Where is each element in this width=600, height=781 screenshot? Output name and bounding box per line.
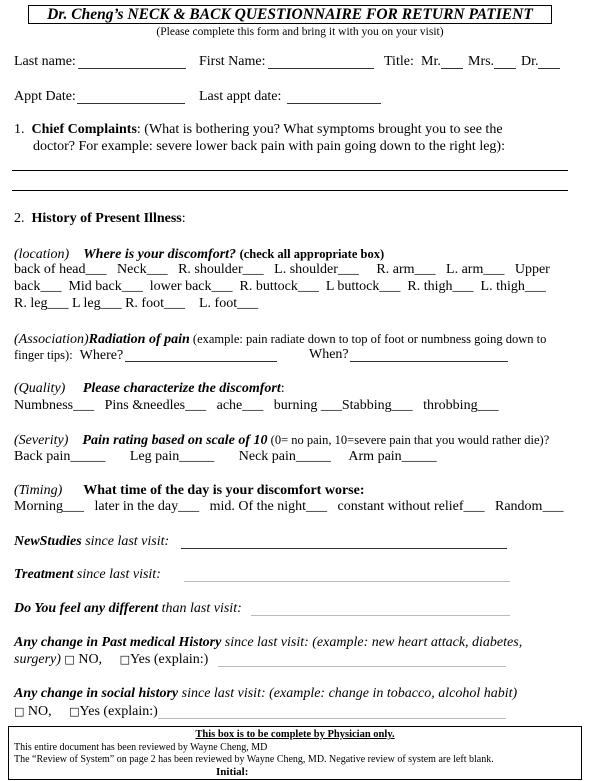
different-rest: than last visit: [158,601,242,616]
hpi-title: History of Present Illness [31,211,182,226]
form-title [28,5,552,24]
timing-tag: (Timing) [14,483,63,498]
loc-opt: back [14,279,41,294]
where-field[interactable] [125,361,277,362]
pmh-line2-text: surgery) [14,652,61,667]
when-field[interactable] [350,361,508,362]
title-mr-field[interactable] [441,68,463,69]
association-tag: (Association) [14,332,89,347]
title-dr-field[interactable] [538,68,560,69]
severity-options: Back pain_____ Leg pain_____ Neck pain_____ Arm pain_____ [14,449,437,464]
chief-text1: : (What is bothering you? What symptoms brought you to see the [136,122,503,137]
loc-opt: R. arm [376,262,415,277]
location-options-line1: back of head___ Neck___ R. shoulder___ L. shoulder___ R. arm___ L. arm___ Upper [14,262,550,277]
first-name-label: First Name: [199,54,266,69]
quality-opt: throbbing [423,398,478,413]
association-line2 [14,347,123,364]
severity-note: (0= no pain, 10=severe pain that you would rather die)? [267,433,550,447]
loc-opt: L. arm [446,262,484,277]
hpi-number: 2. [14,211,25,226]
treatment-label [14,567,161,583]
timing-opt: constant without relief [337,499,464,514]
loc-opt: R. buttock [239,279,298,294]
location-question-text: Where is your discomfort? [83,247,237,262]
new-studies-rest: since last visit: [81,534,170,549]
physician-box-heading: This box is to be complete by Physician only. [195,729,395,740]
pmh-explain-field[interactable] [218,666,506,667]
severity-question [14,432,549,449]
title-label: Title: [384,54,414,69]
pmh-question [14,635,522,651]
title-mrs-label: Mrs. [468,54,495,69]
timing-question-text: What time of the day is your discomfort worse: [83,483,365,498]
form-title-text: Dr. Cheng’s NECK & BACK QUESTIONNAIRE FOR RETURN PATIENT [47,6,533,23]
timing-opt: mid. Of the night [209,499,307,514]
social-explain-field[interactable] [158,718,506,719]
quality-options: Numbness___ Pins &needles___ ache___ burning ___Stabbing___ throbbing___ [14,398,499,413]
quality-question-text: Please characterize the discomfort [82,381,281,396]
social-yes-label: Yes (explain:) [79,704,158,719]
appt-date-field[interactable] [77,103,185,104]
location-options-line3: R. leg___ L leg___ R. foot___ L. foot___ [14,296,259,311]
loc-opt: R. leg [14,296,48,311]
chief-number: 1. [14,122,25,137]
appt-date-label: Appt Date: [14,89,76,104]
severity-opt: Arm pain [348,449,402,464]
pmh-yes-label: Yes (explain:) [129,652,209,667]
different-label [14,601,242,617]
title-mr-label: Mr. [421,54,441,69]
social-line2 [14,704,158,720]
social-yes-checkbox[interactable]: □ [69,705,80,718]
quality-colon: : [280,381,285,396]
quality-opt: ache [216,398,243,413]
quality-opt: Numbness [14,398,74,413]
association-note: (example: pain radiate down to top of foot or numbness going down to [189,332,547,346]
chief-answer-line-1[interactable] [12,170,568,171]
chief-answer-line-2[interactable] [12,190,568,191]
physician-box [8,726,582,780]
hpi-colon: : [181,211,186,226]
loc-opt: R. thigh [407,279,453,294]
chief-complaints-line1 [14,122,503,138]
social-question [14,686,517,702]
treatment-field[interactable] [184,581,510,582]
quality-tag: (Quality) [14,381,66,396]
chief-complaints-line2: doctor? For example: severe lower back pain with pain going down to the right leg): [33,139,505,154]
social-no-label: NO, [27,704,52,719]
quality-question [14,381,285,397]
last-appt-date-field[interactable] [287,103,381,104]
loc-opt: R. foot [125,296,164,311]
timing-opt: Random [494,499,543,514]
physician-box-line1: This entire document has been reviewed by Wayne Cheng, MD [14,742,268,753]
form-subtitle: (Please complete this form and bring it with you on your visit) [156,26,444,38]
pmh-bold: Any change in Past medical History [14,635,222,650]
severity-opt: Back pain [14,449,71,464]
pmh-no-label: NO, [78,652,103,667]
quality-opt: Pins &needles [104,398,186,413]
new-studies-bold: NewStudies [14,534,82,549]
timing-opt: Morning [14,499,63,514]
chief-heading: Chief Complaints [31,122,137,137]
treatment-rest: since last visit: [73,567,161,582]
last-appt-date-label: Last appt date: [199,89,282,104]
title-mrs-field[interactable] [494,68,516,69]
title-dr-label: Dr. [521,54,539,69]
physician-initial-label: Initial: [216,766,249,778]
association-question [14,331,546,348]
new-studies-label [14,534,169,550]
different-bold: Do You feel any different [14,601,159,616]
hpi-heading [14,211,186,227]
severity-opt: Neck pain [238,449,296,464]
different-field[interactable] [251,615,510,616]
location-question [14,246,384,263]
timing-options: Morning___ later in the day___ mid. Of the night___ constant without relief___ Random___ [14,499,564,514]
loc-opt: L buttock [325,279,380,294]
social-bold: Any change in social history [14,686,179,701]
loc-blank: ___ [85,262,118,277]
loc-opt: L. foot [198,296,238,311]
pmh-yes-checkbox[interactable]: □ [119,653,130,666]
pmh-no-checkbox[interactable]: □ [64,653,75,666]
new-studies-field[interactable] [181,548,507,549]
timing-opt: later in the day [94,499,179,514]
when-label: When? [309,347,349,362]
where-label: Where? [79,348,124,363]
physician-box-line2: The “Review of System” on page 2 has been reviewed by Wayne Cheng, MD. Negative review of system are left blank. [14,754,494,765]
first-name-field[interactable] [268,68,374,69]
association-line2-pre: finger tips): [14,348,73,362]
social-no-checkbox[interactable]: □ [14,705,25,718]
timing-question [14,483,365,499]
loc-opt: L leg [71,296,101,311]
social-rest: since last visit: (example: change in tobacco, alcohol habit) [178,686,518,701]
location-tag: (location) [14,247,70,262]
loc-opt: Neck [117,262,147,277]
loc-opt: Mid back [68,279,122,294]
severity-tag: (Severity) [14,433,69,448]
loc-opt: L. shoulder [274,262,338,277]
severity-question-text: Pain rating based on scale of 10 [82,433,268,448]
last-name-field[interactable] [78,68,186,69]
loc-opt: lower back [149,279,212,294]
pmh-rest: since last visit: (example: new heart attack, diabetes, [221,635,523,650]
loc-opt: back of head [14,262,86,277]
location-note: (check all appropriate box) [239,247,385,261]
quality-opt: burning [273,398,318,413]
location-options-line2: back___ Mid back___ lower back___ R. buttock___ L buttock___ R. thigh___ L. thigh___ [14,279,546,294]
loc-opt: Upper [514,262,550,277]
association-question-text: Radiation of pain [88,332,190,347]
last-name-label: Last name: [14,54,76,69]
pmh-line2 [14,652,208,668]
loc-opt: L. thigh [480,279,525,294]
loc-opt: R. shoulder [178,262,243,277]
severity-opt: Leg pain [129,449,180,464]
quality-opt: Stabbing [341,398,392,413]
treatment-bold: Treatment [14,567,74,582]
